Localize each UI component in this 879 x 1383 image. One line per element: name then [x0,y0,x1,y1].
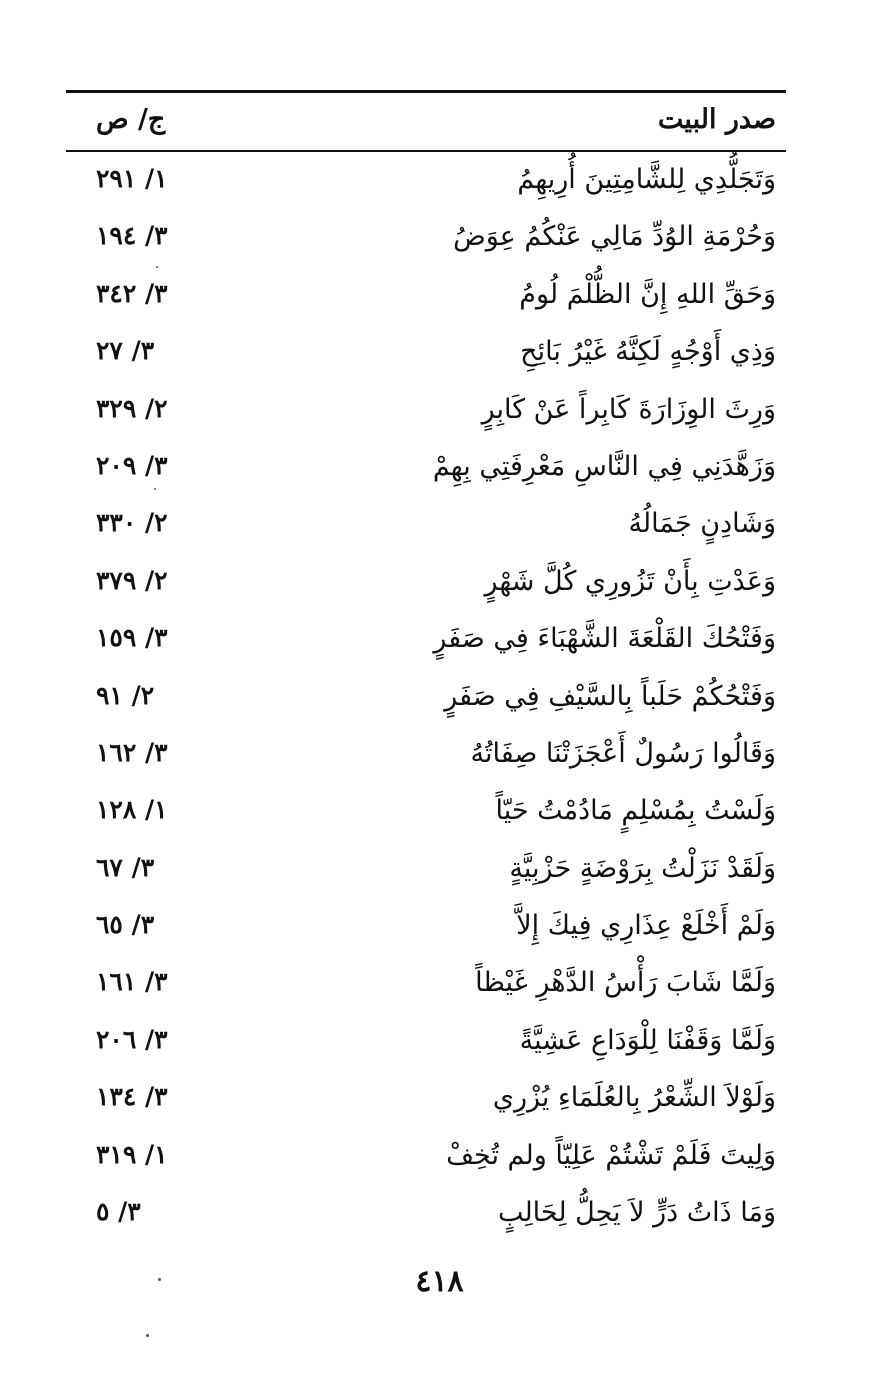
verse-cell: وَحُرْمَةِ الوُدِّ مَالِي عَنْكُمُ عِوَضُ [453,221,776,253]
table-row [66,787,786,844]
reference-cell: ٢/ ٣٣٠ [96,508,168,538]
table-row [66,271,786,328]
verse-cell: وَتَجَلُّدِي لِلشَّامِتِينَ أُرِيهِمُ [517,164,776,195]
reference-cell: ٢/ ٣٧٩ [96,565,168,595]
reference-cell: ٣/ ٣٤٢ [96,278,168,308]
reference-cell: ٣/ ١٦٢ [96,737,168,767]
table-header [66,100,786,144]
verse-cell: وَرِثَ الوِزَارَةَ كَابِراً عَنْ كَابِرٍ [481,393,776,425]
verse-cell: وَلَمْ أَخْلَعْ عِذَارِي فِيكَ إِلاَّ [516,910,776,942]
print-speck [158,1278,161,1281]
verse-cell: وَلَسْتُ بِمُسْلِمٍ مَادُمْتُ حَيّاً [495,795,776,827]
reference-cell: ٢/ ٩١ [96,680,155,710]
table-row [66,558,786,615]
verse-cell: وَذِي أَوْجُهٍ لَكِنَّهُ غَيْرُ بَائِحِ [520,336,776,368]
reference-cell: ١/ ٣١٩ [96,1139,168,1169]
table-row [66,328,786,385]
table-row [66,156,786,213]
verse-cell: وَشَادِنٍ جَمَالُهُ [628,508,776,540]
table-row [66,845,786,902]
table-row [66,1074,786,1131]
table-row [66,902,786,959]
index-table-body [66,156,786,1246]
reference-cell: ٣/ ٦٥ [96,910,155,940]
verse-cell: وَعَدْتِ بِأَنْ تَزُورِي كُلَّ شَهْرٍ [484,565,776,597]
reference-cell: ٢/ ٣٢٩ [96,393,168,423]
column-header-reference: ج/ ص [96,104,166,135]
table-row [66,673,786,730]
print-speck [154,488,156,490]
top-rule [66,90,786,93]
print-speck [146,1334,149,1337]
table-row [66,730,786,787]
print-speck [156,266,158,268]
reference-cell: ٣/ ١٦١ [96,967,168,997]
verse-cell: وَفَتْحُكَ القَلْعَةَ الشَّهْبَاءَ فِي صَفَرٍ [433,623,776,655]
verse-cell: وَفَتْحُكُمْ حَلَباً بِالسَّيْفِ فِي صَفَرٍ [444,680,776,712]
reference-cell: ٣/ ١٩٤ [96,221,168,251]
reference-cell: ١/ ٢٩١ [96,164,168,193]
reference-cell: ٣/ ١٣٤ [96,1082,168,1112]
verse-cell: وَلَمَّا وَقَفْنَا لِلْوَدَاعِ عَشِيَّةً [519,1024,776,1056]
column-header-verse: صدر البيت [657,104,776,135]
table-row [66,386,786,443]
verse-cell: وَلَقَدْ نَزَلْتُ بِرَوْضَةٍ حَزْبِيَّةٍ [509,852,776,884]
verse-cell: وَلَمَّا شَابَ رَأْسُ الدَّهْرِ غَيْظاً [475,967,776,999]
table-row [66,443,786,500]
verse-cell: وَلِيتَ فَلَمْ تَشْتُمْ عَلِيّاً ولم تُخِفْ [446,1139,776,1171]
verse-cell: وَزَهَّدَنِي فِي النَّاسِ مَعْرِفَتِي بِهِمْ [432,450,776,482]
reference-cell: ٣/ ٢٠٦ [96,1024,168,1054]
table-row [66,213,786,270]
reference-cell: ٣/ ٦٧ [96,852,155,882]
table-row [66,500,786,557]
table-row [66,1017,786,1074]
table-row [66,1132,786,1189]
verse-cell: وَقَالُوا رَسُولٌ أَعْجَزَتْنَا صِفَاتُهُ [470,737,776,769]
verse-cell: وَمَا ذَاتُ دَرٍّ لاَ يَحِلُّ لِحَالِبٍ [497,1197,776,1229]
header-rule [66,150,786,152]
verse-cell: وَلَوْلاَ الشِّعْرُ بِالعُلَمَاءِ يُزْرِي [492,1082,776,1114]
reference-cell: ٣/ ٥ [96,1197,141,1227]
page-number: ٤١٨ [415,1264,464,1299]
verse-cell: وَحَقِّ اللهِ إِنَّ الظُّلْمَ لُومُ [519,278,776,310]
reference-cell: ٣/ ٢٠٩ [96,450,168,480]
table-row [66,959,786,1016]
table-row [66,615,786,672]
reference-cell: ٣/ ١٥٩ [96,623,168,653]
reference-cell: ٣/ ٢٧ [96,336,155,366]
table-row [66,1189,786,1246]
reference-cell: ١/ ١٢٨ [96,795,168,825]
